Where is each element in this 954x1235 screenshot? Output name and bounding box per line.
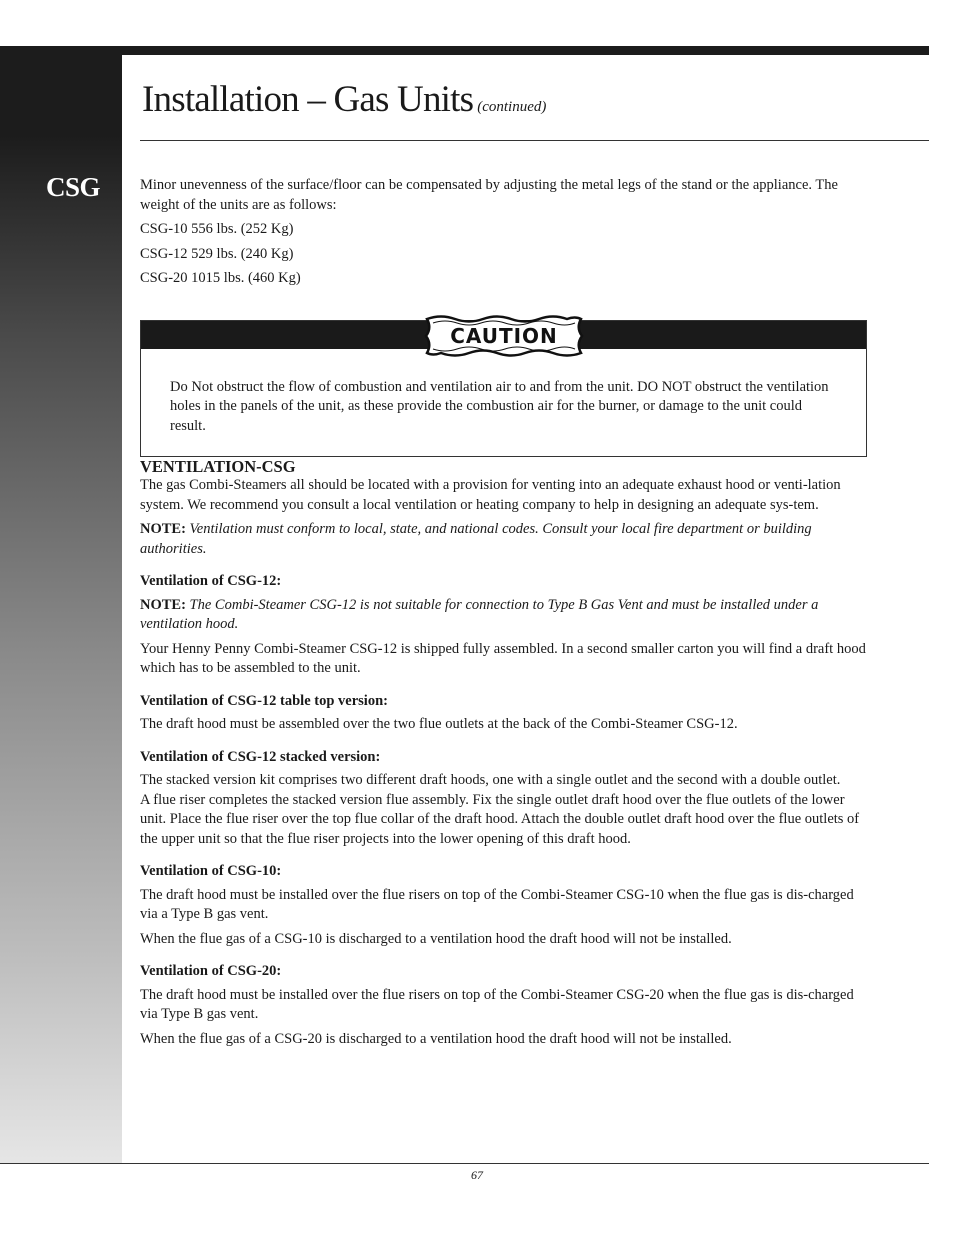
weight-item-csg12: CSG-12 529 lbs. (240 Kg) [140, 245, 294, 262]
note-text: Ventilation must conform to local, state, and national codes. Consult your local fire department or building authorities. [140, 521, 812, 557]
caution-label: CAUTION [450, 323, 558, 348]
csg20-text-1: The draft hood must be installed over the flue risers on top of the Combi-Steamer CSG-20 when the flue gas is dis-charged via Type B gas vent. [140, 986, 854, 1022]
stacked-text-1: The stacked version kit comprises two different draft hoods, one with a single outlet and the second with a double outlet. [140, 772, 841, 788]
tabletop-heading: Ventilation of CSG-12 table top version: [140, 692, 388, 709]
weight-item-csg20: CSG-20 1015 lbs. (460 Kg) [140, 270, 301, 286]
top-bar [0, 46, 929, 55]
page-title [142, 78, 546, 121]
csg10-heading: Ventilation of CSG-10: [140, 863, 282, 879]
csg12-note [140, 596, 870, 635]
ventilation-heading: VENTILATION-CSG [140, 456, 296, 476]
side-tab-label: CSG [46, 172, 101, 202]
page-title-text: Installation – Gas Units [142, 79, 474, 120]
note-label: NOTE: [140, 521, 186, 537]
note-text: The Combi-Steamer CSG-12 is not suitable for connection to Type B Gas Vent and must be installed under a ventilation hood. [140, 596, 819, 632]
caution-badge [419, 313, 589, 359]
ventilation-note [140, 520, 870, 559]
weight-list [140, 220, 870, 289]
bottom-rule [0, 1163, 929, 1164]
csg20-text-2: When the flue gas of a CSG-20 is discharged to a ventilation hood the draft hood will not be installed. [140, 1030, 732, 1047]
page-number: 67 [471, 1168, 483, 1182]
caution-text: Do Not obstruct the flow of combustion and ventilation air to and from the unit. DO NOT obstruct the ventilation holes in the panels of the unit, as these provide the combustion air for the burner, or damage to the unit could result. [170, 378, 829, 434]
csg10-text-1: The draft hood must be installed over the flue risers on top of the Combi-Steamer CSG-10 when the flue gas is dis-charged via a Type B gas vent. [140, 886, 854, 922]
csg12-heading: Ventilation of CSG-12: [140, 573, 282, 589]
csg12-text: Your Henny Penny Combi-Steamer CSG-12 is shipped fully assembled. In a second smaller carton you will find a draft hood which has to be assembled to the unit. [140, 640, 866, 676]
csg20-heading: Ventilation of CSG-20: [140, 963, 282, 979]
title-rule [140, 140, 929, 141]
side-tab [0, 55, 122, 1164]
caution-box [140, 320, 867, 457]
page-subtitle: (continued) [477, 99, 547, 115]
stacked-heading: Ventilation of CSG-12 stacked version: [140, 748, 381, 765]
intro-text: Minor unevenness of the surface/floor can be compensated by adjusting the metal legs of the stand or the appliance. The weight of the units are as follows: [140, 177, 838, 213]
weight-item-csg10: CSG-10 556 lbs. (252 Kg) [140, 221, 294, 237]
note-label: NOTE: [140, 596, 186, 613]
ventilation-intro: The gas Combi-Steamers all should be located with a provision for venting into an adequate exhaust hood or venti-lation system. We recommend you consult a local ventilation or heating company to help in designing an adequate sys-tem. [140, 477, 841, 513]
csg10-text-2: When the flue gas of a CSG-10 is discharged to a ventilation hood the draft hood will not be installed. [140, 930, 732, 947]
main-content [140, 176, 870, 1049]
tabletop-text: The draft hood must be assembled over the two flue outlets at the back of the Combi-Steamer CSG-12. [140, 716, 738, 732]
stacked-text-2: A flue riser completes the stacked version flue assembly. Fix the single outlet draft hood over the flue outlets of the lower unit. Place the flue riser over the top flue collar of the draft hood. Attach the double outlet draft hood over the flue outlets of the upper unit so that the flue riser projects into the lower opening of this draft hood. [140, 791, 860, 847]
